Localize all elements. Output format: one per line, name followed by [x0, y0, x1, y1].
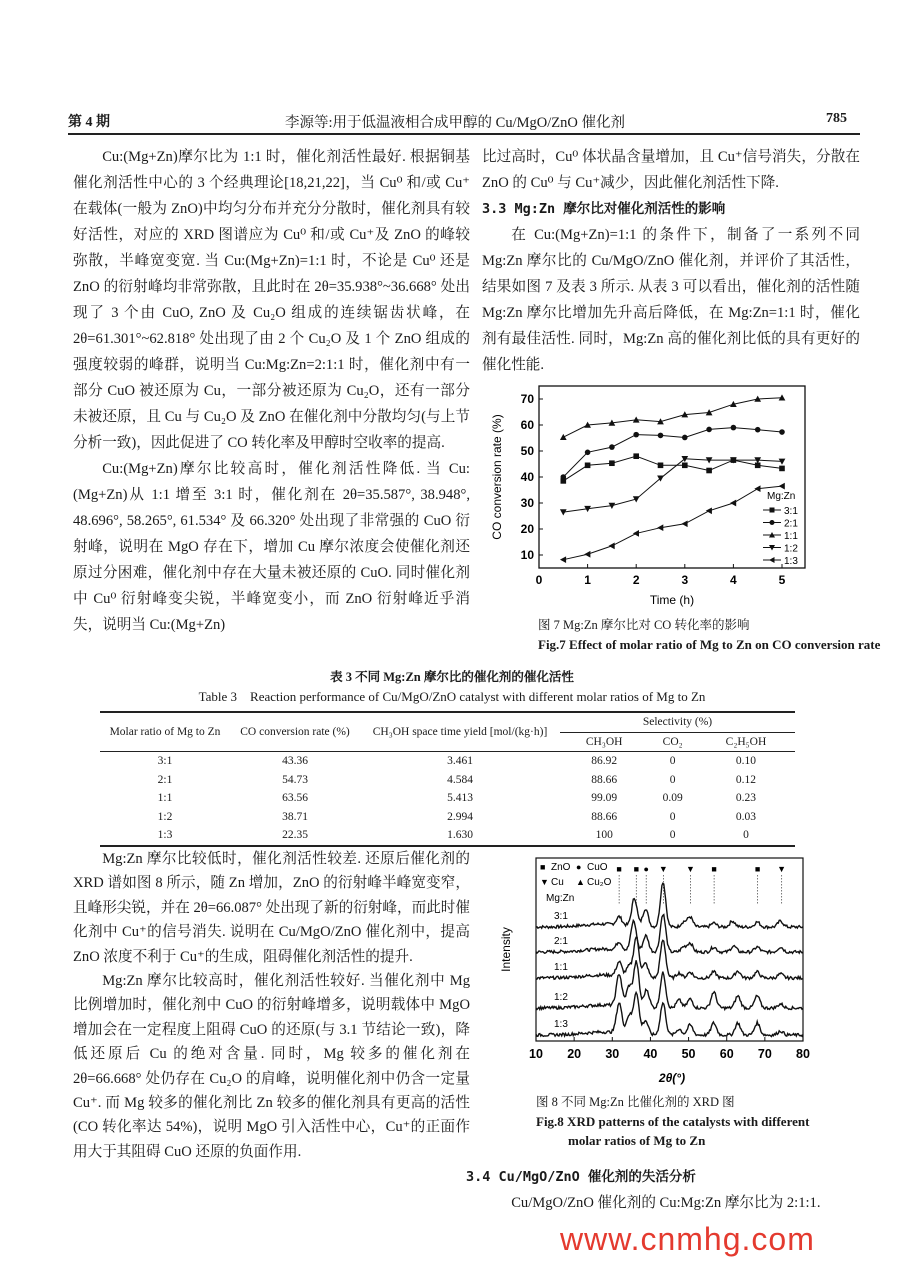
reference-peak-marker: ●	[643, 864, 649, 874]
reference-peak-marker: ▼	[686, 864, 695, 874]
table-cell: 38.71	[282, 810, 308, 823]
table-3-caption-cn: 表 3 不同 Mg:Zn 摩尔比的催化剂的催化活性	[330, 670, 574, 684]
trace-label: 1:3	[554, 1019, 568, 1030]
reference-peak-marker: ■	[711, 864, 717, 874]
table-cell: 100	[595, 829, 613, 842]
table-cell: 1.630	[447, 829, 473, 842]
data-point	[609, 543, 615, 550]
table-cell: 1:1	[157, 792, 173, 805]
y-axis-title: CO conversion rate (%)	[490, 414, 504, 540]
reference-peak-marker: ▼	[658, 864, 668, 874]
paragraph-mgzn-low: Mg:Zn 摩尔比较低时，催化剂活性较差. 还原后催化剂的 XRD 谱如图 8 所示，随 Zn 增加，ZnO 的衍射峰半峰宽变窄，且峰形尖锐，并在 2θ=66.087° 处出现了新的衍射峰，而此时催化剂中 Cu⁺的信号消失. 说明在 Cu/MgO/ZnO 催化剂中，提高 ZnO 浓度不利于 Cu⁺的生成，阻碍催化剂活性的提升.	[73, 851, 470, 965]
data-point	[585, 450, 591, 456]
paragraph-continued: 比过高时，Cu⁰ 体状晶含量增加，且 Cu⁺信号消失，分散在 ZnO 的 Cu⁰ 与 Cu⁺减少，因此催化剂活性下降.	[482, 149, 860, 191]
col-header-co2: CO₂	[662, 735, 683, 748]
xrd-trace-2-1	[536, 915, 803, 954]
legend-symbol: ▼	[540, 877, 549, 887]
x-tick-label: 1	[584, 573, 591, 587]
figure-8-caption-cn: 图 8 不同 Mg:Zn 比催化剂的 XRD 图	[536, 1095, 735, 1109]
data-point	[706, 507, 712, 514]
x-tick-label: 0	[535, 573, 543, 587]
table-cell: 0.12	[735, 773, 757, 786]
legend-label: 3:1	[784, 506, 798, 517]
y-tick-label: 10	[520, 548, 534, 562]
header-rule	[68, 133, 860, 135]
data-point	[682, 435, 688, 441]
data-point	[561, 474, 567, 480]
table-cell: 4.584	[447, 773, 473, 786]
trace-label: 2:1	[554, 936, 568, 947]
paragraph-cu-ratio-high: Cu:(Mg+Zn)摩尔比较高时，催化剂活性降低. 当 Cu:(Mg+Zn)从 1:1 增至 3:1 时，催化剂在 2θ=35.587°, 38.948°, 48.696°, 58.265°, 61.534° 及 66.320° 处出现了非常强的 CuO 衍射峰，说明在 MgO 存在下，增加 Cu 摩尔浓度会使催化剂还原过分困难，催化剂中存在大量未被还原的 CuO. 同时催化剂中 Cu⁰ 衍射峰变尖锐，半峰宽变小，而 ZnO 衍射峰近乎消失，说明当 Cu:(Mg+Zn)	[73, 461, 470, 633]
legend-symbol: ■	[540, 862, 546, 872]
legend-label: 1:2	[784, 543, 798, 555]
table-cell: 0	[669, 810, 676, 823]
xrd-trace-1-2	[536, 960, 803, 1009]
table-cell: 2.994	[447, 810, 473, 823]
section-heading-3-4: 3.4 Cu/MgO/ZnO 催化剂的失活分析	[466, 1169, 696, 1185]
x-axis-title: Time (h)	[649, 593, 695, 607]
table-cell: 86.92	[591, 755, 618, 768]
left-column-upper	[73, 144, 470, 638]
data-point	[706, 468, 712, 474]
x-tick-label: 60	[719, 1047, 734, 1061]
data-point	[633, 432, 639, 438]
series-line-1-3	[563, 486, 782, 560]
legend-title: Mg:Zn	[767, 491, 796, 502]
table-cell: 1:2	[157, 810, 173, 823]
legend-label: Cu	[551, 877, 564, 888]
legend-symbol: ▲	[576, 877, 585, 887]
x-tick-label: 70	[757, 1047, 772, 1061]
paragraph-section-3-3: 在 Cu:(Mg+Zn)=1:1 的条件下，制备了一系列不同 Mg:Zn 摩尔比的 Cu/MgO/ZnO 催化剂，并评价了其活性，结果如图 7 及表 3 所示. 从表 3 可以看出，催化剂的活性随 Mg:Zn 摩尔比增加先升高后降低，在 Mg:Zn=1:1 时，催化剂有最佳活性. 同时，Mg:Zn 高的催化剂比低的具有更好的催化性能.	[482, 227, 860, 373]
legend-marker	[770, 520, 775, 525]
data-point	[779, 429, 785, 435]
x-axis-title: 2θ(°)	[658, 1071, 686, 1085]
trace-label: 1:2	[554, 992, 568, 1003]
data-point	[730, 500, 736, 507]
figure-8-caption-en-line1: Fig.8 XRD patterns of the catalysts with different	[536, 1114, 810, 1129]
x-tick-label: 10	[529, 1047, 543, 1061]
table-cell: 0	[743, 829, 749, 842]
table-cell: 0	[669, 755, 676, 768]
legend-label: 1:3	[784, 556, 798, 567]
data-point	[682, 463, 688, 469]
data-point	[754, 485, 760, 492]
data-point	[755, 427, 761, 433]
series-line-1-2	[563, 459, 782, 512]
table-cell: 54.73	[282, 773, 308, 786]
data-point	[609, 460, 615, 466]
table-cell: 43.36	[282, 755, 308, 768]
table-cell: 99.09	[591, 792, 618, 805]
reference-peak-marker: ■	[754, 864, 761, 874]
x-tick-label: 40	[643, 1047, 658, 1061]
xrd-trace-3-1	[536, 883, 803, 928]
data-point	[633, 453, 639, 459]
table-row	[100, 808, 795, 827]
col-header-co-conversion: CO conversion rate (%)	[230, 712, 360, 752]
data-point	[633, 530, 639, 537]
col-header-selectivity: Selectivity (%)	[560, 712, 795, 732]
figure-7-caption-cn: 图 7 Mg:Zn 摩尔比对 CO 转化率的影响	[538, 618, 750, 632]
x-tick-label: 20	[567, 1047, 582, 1061]
figure-8-caption-en-line2: molar ratios of Mg to Zn	[568, 1133, 706, 1148]
y-tick-label: 40	[520, 470, 534, 484]
y-tick-label: 30	[520, 496, 534, 510]
data-point	[585, 463, 591, 469]
right-column-lower	[466, 1093, 860, 1216]
table-header-row	[100, 712, 795, 732]
legend-label: Cu₂O	[587, 877, 612, 888]
data-point	[560, 556, 566, 563]
col-header-space-time-yield: CH₃OH space time yield [mol/(kg·h)]	[360, 712, 560, 752]
paragraph-section-3-4: Cu/MgO/ZnO 催化剂的 Cu:Mg:Zn 摩尔比为 2:1:1.	[511, 1195, 821, 1211]
paragraph-mgzn-high: Mg:Zn 摩尔比较高时，催化剂活性较好. 当催化剂中 Mg 比例增加时，催化剂中 CuO 的衍射峰增多，说明载体中 MgO 增加会在一定程度上阻碍 CuO 的还原(与 3.1 节结论一致)，降低还原后 Cu 的绝对含量. 同时，Mg 较多的催化剂在 2θ=66.668° 处仍存在 Cu₂O 的肩峰，说明催化剂中仍含一定量 Cu⁺. 而 Mg 较多的催化剂比 Zn 较多的催化剂具有更高的活性(CO 转化率达 54%)，说明 MgO 引入活性中心，Cu⁺的正面作用大于其阻碍 CuO 还原的负面作用.	[73, 973, 470, 1160]
legend-label: ZnO	[551, 862, 571, 873]
data-point	[681, 520, 687, 527]
table-cell: 22.35	[282, 829, 308, 842]
legend-title: Mg:Zn	[546, 893, 575, 904]
y-tick-label: 50	[520, 444, 534, 458]
x-tick-label: 4	[730, 573, 737, 587]
reference-peak-marker: ■	[616, 864, 622, 874]
figure-7-caption-en: Fig.7 Effect of molar ratio of Mg to Zn on CO conversion rate	[538, 637, 881, 652]
y-axis-title: Intensity	[499, 927, 513, 972]
table-row	[100, 789, 795, 808]
table-row	[100, 771, 795, 790]
x-tick-label: 2	[632, 573, 640, 587]
trace-label: 3:1	[554, 911, 568, 922]
x-tick-label: 80	[796, 1047, 810, 1061]
y-tick-label: 70	[520, 392, 534, 406]
col-header-ratio: Molar ratio of Mg to Zn	[100, 712, 230, 752]
xrd-trace-1-3	[536, 993, 803, 1037]
table-3-caption-en: Table 3 Reaction performance of Cu/MgO/ZnO catalyst with different molar ratios of Mg to Zn	[198, 689, 706, 704]
x-tick-label: 5	[778, 573, 786, 587]
x-tick-label: 50	[681, 1047, 696, 1061]
figure-8-xrd-chart	[490, 825, 820, 1090]
legend-marker	[769, 557, 775, 563]
table-cell: 0.09	[662, 792, 683, 805]
plot-frame	[539, 386, 805, 568]
journal-issue: 第 4 期	[68, 115, 110, 130]
x-tick-label: 30	[605, 1047, 620, 1061]
legend-marker	[770, 508, 775, 513]
table-cell: 3.461	[447, 755, 473, 768]
data-point	[609, 444, 615, 450]
y-tick-label: 60	[520, 418, 534, 432]
table-cell: 5.413	[447, 792, 473, 805]
watermark: www.cnmhg.com	[560, 1221, 815, 1257]
table-cell: 88.66	[591, 810, 618, 823]
table-cell: 1:3	[157, 829, 173, 842]
trace-label: 1:1	[554, 962, 568, 973]
table-cell: 88.66	[591, 773, 618, 786]
x-tick-label: 3	[681, 573, 689, 587]
col-header-ch3oh: CH₃OH	[585, 735, 623, 748]
table-cell: 0.23	[735, 792, 757, 805]
series-line-1-1	[563, 398, 782, 438]
legend-label: CuO	[587, 862, 608, 873]
data-point	[779, 483, 785, 490]
legend-label: 2:1	[784, 518, 798, 530]
table-cell: 0.03	[735, 810, 757, 823]
table-cell: 0	[669, 773, 676, 786]
series-line-2-1	[563, 428, 782, 477]
reference-peak-marker: ■	[633, 864, 640, 874]
col-header-c2h5oh: C₂H₅OH	[725, 735, 767, 748]
data-point	[731, 425, 737, 431]
table-cell: 3:1	[157, 755, 173, 768]
legend-symbol: ●	[576, 862, 582, 872]
data-point	[658, 433, 664, 439]
running-title: 李源等:用于低温液相合成甲醇的 Cu/MgO/ZnO 催化剂	[285, 115, 625, 131]
figure-7-chart	[480, 370, 850, 610]
y-tick-label: 20	[520, 522, 534, 536]
data-point	[706, 427, 712, 433]
table-row	[100, 752, 795, 771]
data-point	[779, 466, 785, 472]
left-column-lower	[73, 847, 470, 1164]
page-number: 785	[826, 111, 847, 126]
paragraph-cu-ratio-optimum: Cu:(Mg+Zn)摩尔比为 1:1 时，催化剂活性最好. 根据铜基催化剂活性中心的 3 个经典理论[18,21,22]，当 Cu⁰ 和/或 Cu⁺在载体(一般为 ZnO)中均匀分布并充分分散时，催化剂具有较好活性，对应的 XRD 图谱应为 Cu⁰ 和/或 Cu⁺及 ZnO 的峰较弥散，半峰宽变宽. 当 Cu:(Mg+Zn)=1:1 时，不论是 Cu⁰ 还是 ZnO 的衍射峰均非常弥散，且此时在 2θ=35.938°~36.668° 处出现了 3 个由 CuO, ZnO 及 Cu₂O 组成的连续锯齿状峰，在 2θ=61.301°~62.818° 处出现了由 2 个 Cu₂O 及 1 个 ZnO 组成的强度较弱的峰群，说明当 Cu:Mg:Zn=2:1:1 时，催化剂中有一部分 CuO 被还原为 Cu，一部分被还原为 Cu₂O，还有一部分未被还原，且 Cu 与 Cu₂O 及 ZnO 在催化剂中分散均匀(与上节分析一致)，因此促进了 CO 转化率及甲醇时空收率的提高.	[73, 149, 470, 451]
table-cell: 0	[669, 829, 676, 842]
xrd-trace-1-1	[536, 937, 803, 979]
legend-label: 1:1	[784, 531, 798, 542]
data-point	[560, 509, 567, 515]
data-point	[584, 551, 590, 558]
reference-peak-marker: ▼	[777, 864, 787, 874]
data-point	[657, 524, 663, 531]
table-cell: 63.56	[282, 792, 308, 805]
section-heading-3-3: 3.3 Mg:Zn 摩尔比对催化剂活性的影响	[482, 201, 726, 217]
table-cell: 2:1	[157, 773, 173, 786]
right-column-upper	[482, 144, 860, 378]
data-point	[560, 434, 567, 440]
data-point	[658, 463, 664, 469]
table-cell: 0.10	[735, 755, 757, 768]
